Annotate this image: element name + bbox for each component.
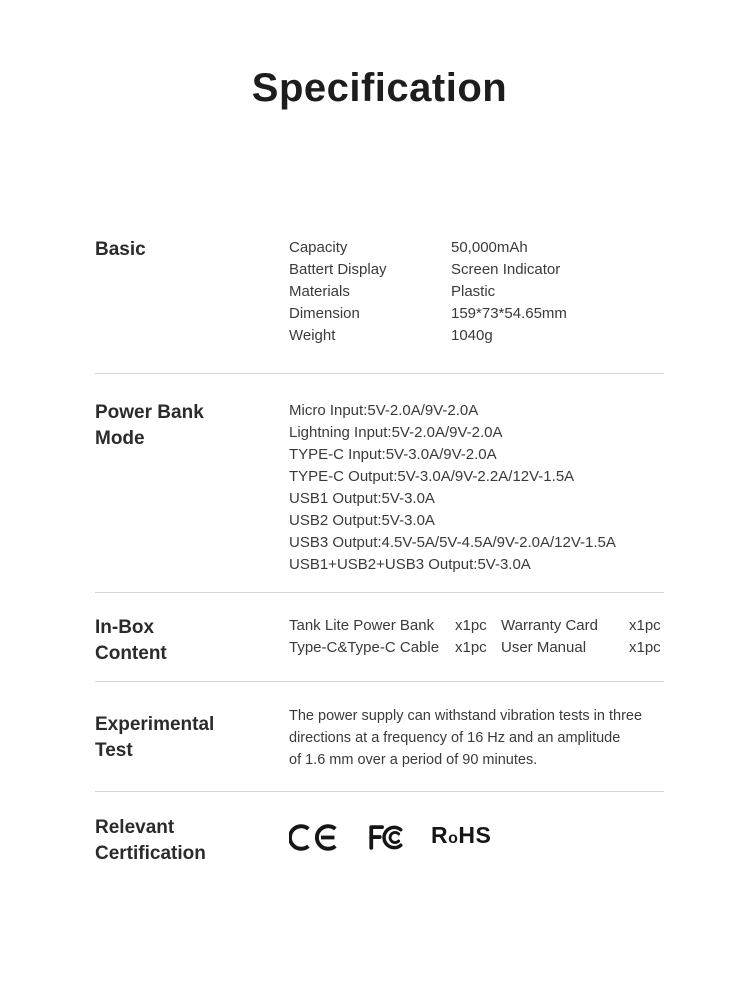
rohs-letter: o bbox=[448, 830, 459, 847]
box-content-row bbox=[289, 637, 664, 659]
spec-page bbox=[0, 64, 750, 913]
section-in-box-content-heading bbox=[95, 615, 289, 667]
spec-key: Battert Display bbox=[289, 261, 387, 278]
box-item: Warranty Card bbox=[501, 617, 598, 634]
heading-line: In-Box bbox=[95, 617, 155, 638]
section-relevant-certification-heading bbox=[95, 815, 289, 867]
heading-line: Content bbox=[95, 643, 167, 664]
spec-value: Screen Indicator bbox=[451, 261, 561, 278]
heading-line: Power Bank bbox=[95, 402, 204, 423]
spec-line: TYPE-C Output:5V-3.0A/9V-2.2A/12V-1.5A bbox=[289, 468, 575, 485]
heading-line: Test bbox=[95, 740, 133, 761]
fcc-mark-icon bbox=[366, 824, 408, 851]
section-in-box-content-content bbox=[289, 615, 664, 659]
spec-key: Capacity bbox=[289, 239, 348, 256]
box-qty: x1pc bbox=[629, 617, 661, 634]
section-in-box-content bbox=[95, 593, 664, 682]
box-qty: x1pc bbox=[629, 639, 661, 656]
section-basic-heading bbox=[95, 237, 289, 263]
section-experimental-test bbox=[95, 682, 664, 792]
page-title: Specification bbox=[251, 66, 508, 110]
heading-line: Relevant bbox=[95, 817, 175, 838]
section-power-bank-mode-heading bbox=[95, 400, 289, 452]
box-item: Tank Lite Power Bank bbox=[289, 617, 435, 634]
section-basic bbox=[95, 112, 664, 374]
spec-key: Dimension bbox=[289, 305, 360, 322]
spec-value: 1040g bbox=[451, 327, 493, 344]
spec-row bbox=[289, 303, 664, 325]
rohs-mark-icon bbox=[431, 821, 491, 853]
spec-line: USB3 Output:4.5V-5A/5V-4.5A/9V-2.0A/12V-1.5A bbox=[289, 534, 616, 551]
spec-line: USB1+USB2+USB3 Output:5V-3.0A bbox=[289, 556, 531, 573]
heading-line: Mode bbox=[95, 428, 145, 449]
certification-badges bbox=[289, 823, 664, 851]
spec-line: USB1 Output:5V-3.0A bbox=[289, 490, 435, 507]
spec-row bbox=[289, 281, 664, 303]
spec-row bbox=[289, 325, 664, 347]
box-item: User Manual bbox=[501, 639, 587, 656]
box-qty: x1pc bbox=[455, 639, 487, 656]
heading-line: Certification bbox=[95, 843, 206, 864]
spec-row bbox=[289, 237, 664, 259]
section-power-bank-mode bbox=[95, 374, 664, 593]
spec-line: Lightning Input:5V-2.0A/9V-2.0A bbox=[289, 424, 503, 441]
heading-line: Basic bbox=[95, 239, 146, 260]
box-qty: x1pc bbox=[455, 617, 487, 634]
ce-mark-icon bbox=[289, 824, 343, 851]
spec-line: Micro Input:5V-2.0A/9V-2.0A bbox=[289, 402, 479, 419]
spec-value: Plastic bbox=[451, 283, 496, 300]
section-experimental-test-heading bbox=[95, 712, 289, 764]
section-basic-content bbox=[289, 237, 664, 347]
rohs-letter: R bbox=[431, 822, 449, 848]
spec-key: Weight bbox=[289, 327, 336, 344]
spec-row bbox=[289, 259, 664, 281]
description-line: The power supply can withstand vibration tests in three bbox=[289, 708, 643, 724]
rohs-letter: HS bbox=[458, 822, 492, 848]
spec-key: Materials bbox=[289, 283, 350, 300]
section-relevant-certification-content bbox=[289, 815, 664, 851]
section-experimental-test-content bbox=[289, 705, 664, 771]
spec-line: TYPE-C Input:5V-3.0A/9V-2.0A bbox=[289, 446, 497, 463]
description-line: directions at a frequency of 16 Hz and an amplitude bbox=[289, 730, 621, 746]
box-content-row bbox=[289, 615, 664, 637]
section-relevant-certification bbox=[95, 792, 664, 913]
heading-line: Experimental bbox=[95, 714, 215, 735]
description-line: of 1.6 mm over a period of 90 minutes. bbox=[289, 752, 538, 768]
spec-value: 50,000mAh bbox=[451, 239, 528, 256]
section-power-bank-mode-content bbox=[289, 400, 664, 576]
spec-line: USB2 Output:5V-3.0A bbox=[289, 512, 435, 529]
spec-value: 159*73*54.65mm bbox=[451, 305, 567, 322]
box-item: Type-C&Type-C Cable bbox=[289, 639, 440, 656]
